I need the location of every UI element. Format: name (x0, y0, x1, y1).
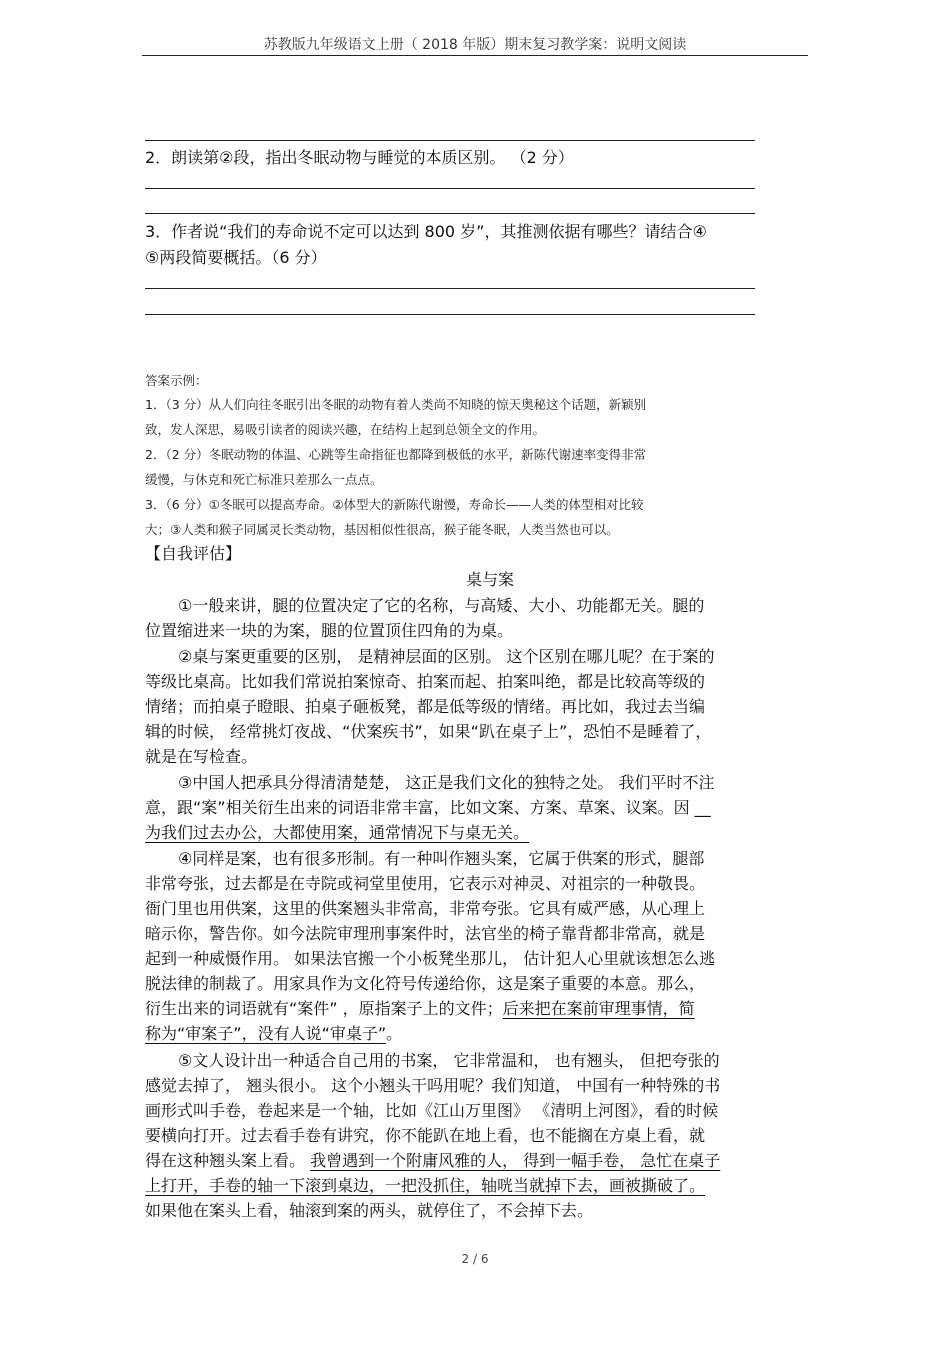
article-text-underlined: 称为“审案子”，没有人说“审桌子” (145, 1024, 387, 1043)
article-title: 桌与案 (465, 570, 514, 589)
article-text: 衍生出来的词语就有“案件” ，原指案子上的文件； (145, 999, 503, 1018)
article-line: 起到一种威慑作用。 如果法官搬一个小板凳坐那儿， 估计犯人心里就该想怎么逃 (145, 949, 716, 968)
article-line: ②桌与案更重要的区别， 是精神层面的区别。 这个区别在哪儿呢？在于案的 (178, 647, 715, 666)
header-divider (142, 55, 808, 56)
answer-line-text: 1．（3 分）从人们向往冬眠引出冬眠的动物有着人类尚不知晓的惊天奥秘这个话题，新颖别 (145, 397, 647, 412)
article-line: 就是在写检查。 (145, 747, 258, 766)
article-line: 如果他在案头上看，轴滚到案的两头，就停住了，不会掉下去。 (145, 1201, 594, 1220)
article-line: 衙门里也用供案，这里的供案翘头非常高，非常夸张。它具有威严感，从心理上 (145, 899, 706, 918)
article-line: 等级比桌高。比如我们常说拍案惊奇、拍案而起、拍案叫绝，都是比较高等级的 (145, 672, 706, 691)
article-text: 得在这种翘头案上看。 (145, 1151, 311, 1170)
article-line-underlined: 为我们过去办公，大都使用案，通常情况下与桌无关。 (145, 823, 530, 842)
page-header: 苏教版九年级语文上册（ 2018 年版）期末复习教学案：说明文阅读 (263, 37, 687, 53)
article-line: 画形式叫手卷，卷起来是一个轴，比如《江山万里图》 《清明上河图》，看的时候 (145, 1101, 719, 1120)
article-line (145, 1001, 695, 1017)
answer-line-text: 2．（2 分）冬眠动物的体温、心跳等生命指征也都降到极低的水平，新陈代谢速率变得非常 (145, 447, 647, 462)
article-line: ①一般来讲，腿的位置决定了它的名称，与高矮、大小、功能都无关。腿的 (178, 596, 705, 615)
article-line: 位置缩进来一块的为案，腿的位置顶住四角的为桌。 (145, 621, 514, 640)
article-line: 非常夸张，过去都是在寺院或祠堂里使用，它表示对神灵、对祖宗的一种敬畏。 (145, 874, 706, 893)
question-2: 2．朗读第②段，指出冬眠动物与睡觉的本质区别。 （2 分） (145, 148, 574, 167)
page-number: 2 / 6 (461, 1252, 489, 1266)
article-line (145, 1153, 720, 1169)
answers-heading: 答案示例： (145, 373, 208, 388)
article-line: 感觉去掉了， 翘头很小。 这个小翘头干吗用呢？我们知道， 中国有一种特殊的书 (145, 1076, 721, 1095)
article-line-underlined: 上打开，手卷的轴一下滚到桌边，一把没抓住，轴咣当就掉下去，画被撕破了。 (145, 1176, 706, 1195)
self-eval-heading: 【自我评估】 (145, 544, 242, 563)
article-line (145, 1026, 402, 1042)
answer-line-text: 致，发人深思，易吸引读者的阅读兴趣，在结构上起到总领全文的作用。 (145, 422, 546, 437)
article-line: 脱法律的制裁了。用家具作为文化符号传递给你，这是案子重要的本意。那么， (145, 974, 706, 993)
answer-line-text: 缓慢，与休克和死亡标准只差那么一点点。 (145, 472, 383, 487)
article-text-underlined: 我曾遇到一个附庸风雅的人， 得到一幅手卷， 急忙在桌子 (310, 1151, 721, 1170)
article-line: ④同样是案，也有很多形制。有一种叫作翘头案，它属于供案的形式，腿部 (178, 849, 705, 868)
answer-line (145, 140, 755, 141)
answer-line (145, 288, 755, 289)
article-line: 辑的时候， 经常挑灯夜战、“伏案疾书”，如果“趴在桌子上”，恐怕不是睡着了， (145, 722, 712, 741)
question-3-line-2: ⑤两段简要概括。（6 分） (145, 248, 327, 267)
article-line: 暗示你，警告你。如今法院审理刑事案件时，法官坐的椅子靠背都非常高，就是 (145, 924, 706, 943)
article-line: 意，跟“案”相关衍生出来的词语非常丰富，比如文案、方案、草案、议案。因 __ (145, 798, 711, 817)
answer-line (145, 188, 755, 189)
article-line: 要横向打开。过去看手卷有讲究，你不能趴在地上看，也不能搁在方桌上看，就 (145, 1126, 706, 1145)
article-text-underlined: 后来把在案前审理事情，简 (502, 999, 695, 1018)
article-line: ③中国人把承具分得清清楚楚， 这正是我们文化的独特之处。 我们平时不注 (178, 773, 715, 792)
article-text: 。 (386, 1024, 403, 1043)
answer-line (145, 314, 755, 315)
answer-line (145, 213, 755, 214)
answer-line-text: 3．（6 分）①冬眠可以提高寿命。②体型大的新陈代谢慢，寿命长——人类的体型相对比较 (145, 497, 644, 512)
article-line: 情绪；而拍桌子瞪眼、拍桌子砸板凳，都是低等级的情绪。再比如，我过去当编 (145, 697, 706, 716)
article-line: ⑤文人设计出一种适合自己用的书案， 它非常温和， 也有翘头， 但把夸张的 (178, 1051, 720, 1070)
question-3-line-1: 3．作者说“我们的寿命说不定可以达到 800 岁”，其推测依据有哪些？请结合④ (145, 222, 707, 241)
answer-line-text: 大；③人类和猴子同属灵长类动物，基因相似性很高，猴子能冬眠，人类当然也可以。 (145, 522, 619, 537)
